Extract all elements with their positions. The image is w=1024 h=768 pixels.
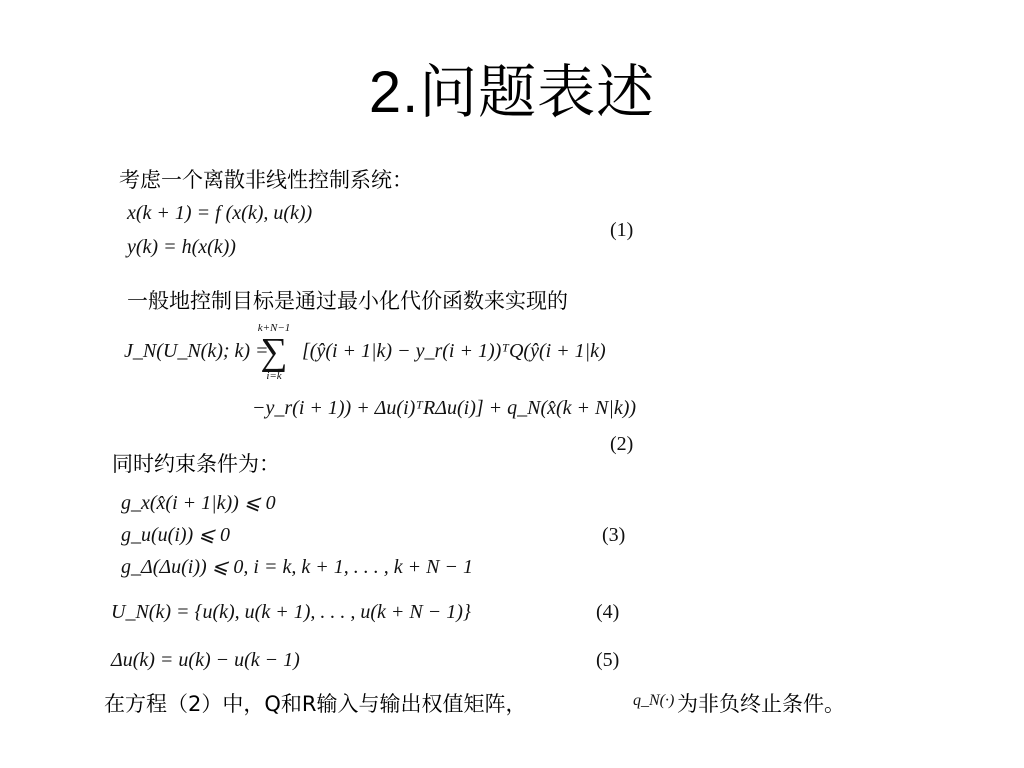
equation-1-line-2: y(k) = h(x(k)) xyxy=(127,236,236,258)
equation-5-number: (5) xyxy=(596,649,620,671)
constraint-intro-text: 同时约束条件为： xyxy=(112,452,280,476)
footer-text-part-1: 在方程（2）中，Q和R输入与输出权值矩阵， xyxy=(104,692,527,716)
equation-3-line-3: g_Δ(Δu(i)) ⩽ 0, i = k, k + 1, . . . , k + N − 1 xyxy=(121,556,473,578)
summation-symbol xyxy=(252,322,296,382)
slide-title: 2.问题表述 xyxy=(368,60,656,125)
equation-3-number: (3) xyxy=(602,524,626,546)
equation-2-line-1: [(ŷ(i + 1|k) − y_r(i + 1))ᵀQ(ŷ(i + 1|k) xyxy=(302,340,606,362)
equation-3-line-1: g_x(x̂(i + 1|k)) ⩽ 0 xyxy=(121,492,276,514)
equation-4-number: (4) xyxy=(596,601,620,623)
footer-text-part-2: 为非负终止条件。 xyxy=(677,692,845,716)
equation-3-line-2: g_u(u(i)) ⩽ 0 xyxy=(121,524,230,546)
equation-1-number: (1) xyxy=(610,219,634,241)
equation-2-lhs: J_N(U_N(k); k) = xyxy=(124,340,269,362)
equation-5: Δu(k) = u(k) − u(k − 1) xyxy=(111,649,300,671)
equation-1-line-1: x(k + 1) = f (x(k), u(k)) xyxy=(127,202,313,224)
summation-lower-limit: i=k xyxy=(266,370,282,382)
system-intro-text: 考虑一个离散非线性控制系统： xyxy=(119,168,413,192)
equation-2-number: (2) xyxy=(610,433,634,455)
cost-function-intro-text: 一般地控制目标是通过最小化代价函数来实现的 xyxy=(127,289,568,313)
equation-4: U_N(k) = {u(k), u(k + 1), . . . , u(k + N − 1)} xyxy=(111,601,471,623)
equation-2-line-2: −y_r(i + 1)) + Δu(i)ᵀRΔu(i)] + q_N(x̂(k + N|k)) xyxy=(252,397,637,419)
summation-sign: ∑ xyxy=(260,331,288,373)
terminal-cost-symbol: q_N(·) xyxy=(633,692,675,709)
summation-upper-limit: k+N−1 xyxy=(257,322,291,334)
